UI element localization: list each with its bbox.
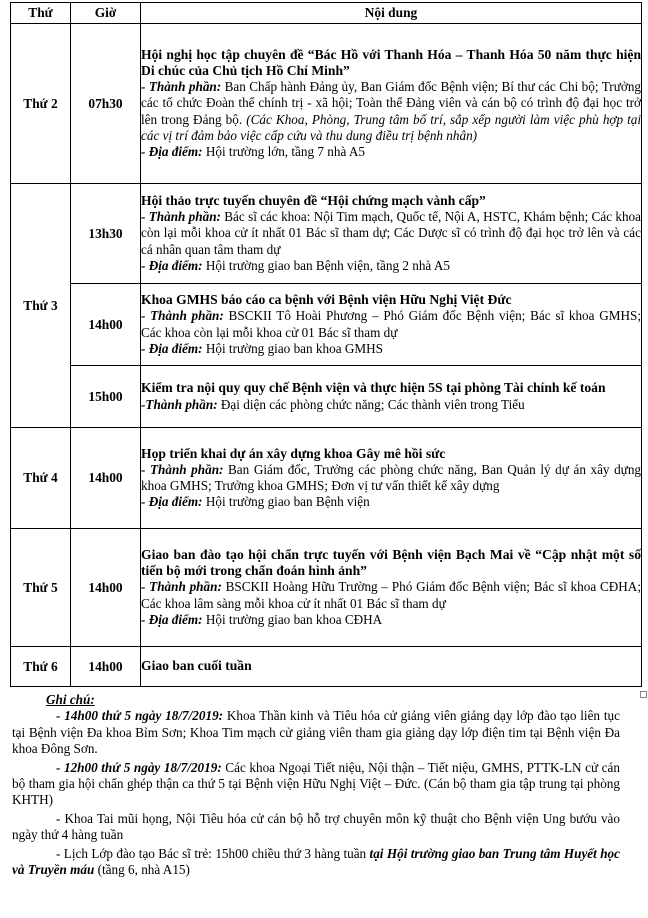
location-label: - Địa điểm: xyxy=(141,257,203,273)
time-cell: 14h00 xyxy=(71,284,141,366)
location-text: Hội trường giao ban khoa CĐHA xyxy=(205,611,383,627)
participants-text: BSCKII Hoàng Hữu Trường – Phó Giám đốc Bệnh viện; Bác sĩ khoa CĐHA; Các khoa lâm sàng mỗi khoa cử ít nhất 01 Bác sĩ tham dự xyxy=(141,579,641,611)
time-cell: 14h00 xyxy=(71,428,141,529)
event-title: Giao ban cuối tuần xyxy=(141,658,252,674)
participants-label: -Thành phần: xyxy=(141,396,218,412)
location-text: Hội trường giao ban Bệnh viện xyxy=(205,494,370,510)
content-cell xyxy=(141,529,642,647)
location-label: - Địa điểm: xyxy=(141,340,203,356)
participants-text: BSCKII Tô Hoài Phương – Phó Giám đốc Bệnh viện; Bác sĩ khoa GMHS; Các khoa còn lại mỗi khoa cử 01 Bác sĩ tham dự xyxy=(141,308,642,340)
note-item xyxy=(12,708,620,757)
table-row xyxy=(11,184,642,284)
note-lead: - 12h00 thứ 5 ngày 18/7/2019: xyxy=(56,759,222,775)
table-row xyxy=(11,366,642,428)
event-title: Hội nghị học tập chuyên đề “Bác Hồ với Thanh Hóa – Thanh Hóa 50 năm thực hiện Di chúc của Chủ tịch Hồ Chí Minh” xyxy=(141,46,641,78)
participants-text: Đại diện các phòng chức năng; Các thành viên trong Tiểu xyxy=(220,396,525,412)
location-label: - Địa điểm: xyxy=(141,144,203,159)
notes-section xyxy=(12,692,620,880)
participants-note: (Các Khoa, Phòng, Trung tâm bố trí, sắp xếp người làm việc phù hợp tại các vị trí đảm bảo việc cấp cứu và thu dung điều trị bệnh nhân) xyxy=(141,111,642,143)
content-cell xyxy=(141,184,642,284)
location-label: - Địa điểm: xyxy=(141,611,203,627)
event-title: Hội thảo trực tuyến chuyên đề “Hội chứng mạch vành cấp” xyxy=(141,192,486,208)
note-emphasis: tại Hội trường giao ban Trung tâm Huyết học và Truyền máu xyxy=(12,845,620,878)
table-resize-handle[interactable] xyxy=(640,691,647,698)
event-title: Giao ban đào tạo hội chẩn trực tuyến với Bệnh viện Bạch Mai về “Cập nhật một số tiến bộ mới trong chẩn đoán hình ảnh” xyxy=(141,546,641,579)
participants-text: Ban Giám đốc, Trưởng các phòng chức năng, Ban Quản lý dự án xây dựng khoa GMHS; Trưởng khoa GMHS; Đơn vị tư vấn thiết kế xây dựng xyxy=(141,461,642,493)
table-row xyxy=(11,24,642,184)
day-cell: Thứ 2 xyxy=(11,24,71,184)
content-cell xyxy=(141,647,642,687)
event-title: Kiểm tra nội quy quy chế Bệnh viện và thực hiện 5S tại phòng Tài chính kế toán xyxy=(141,380,606,396)
note-item xyxy=(12,846,620,879)
day-cell: Thứ 3 xyxy=(11,184,71,428)
day-cell: Thứ 4 xyxy=(11,428,71,529)
note-lead: - 14h00 thứ 5 ngày 18/7/2019: xyxy=(56,708,224,724)
content-cell xyxy=(141,24,642,184)
time-cell: 15h00 xyxy=(71,366,141,428)
table-row xyxy=(11,647,642,687)
event-title: Khoa GMHS báo cáo ca bệnh với Bệnh viện Hữu Nghị Việt Đức xyxy=(141,292,512,308)
day-cell: Thứ 6 xyxy=(11,647,71,687)
table-row xyxy=(11,284,642,366)
note-text: - Lịch Lớp đào tạo Bác sĩ trẻ: 15h00 chiều thứ 3 hàng tuần xyxy=(56,845,370,861)
header-content: Nội dung xyxy=(141,3,642,24)
location-text: Hội trường giao ban khoa GMHS xyxy=(205,340,383,356)
header-time: Giờ xyxy=(71,3,141,24)
note-item xyxy=(12,811,620,844)
header-day: Thứ xyxy=(11,3,71,24)
participants-label: - Thành phần: xyxy=(141,308,224,324)
schedule-table xyxy=(10,2,642,687)
day-cell: Thứ 5 xyxy=(11,529,71,647)
note-tail: (tầng 6, nhà A15) xyxy=(94,862,190,878)
location-text: Hội trường giao ban Bệnh viện, tầng 2 nhà A5 xyxy=(205,257,450,273)
participants-label: - Thành phần: xyxy=(141,579,222,595)
content-cell xyxy=(141,366,642,428)
note-text: Khoa Thần kinh và Tiêu hóa cử giảng viên giảng dạy lớp đào tạo liên tục tại Bệnh viện Đa khoa Bỉm Sơn; Khoa Tim mạch cử giảng viên tham gia giảng dạy lớp điện tim tại Bệnh viện Đa khoa Đông Sơn. xyxy=(12,708,620,757)
note-item xyxy=(12,760,620,809)
participants-text: Ban Chấp hành Đảng ủy, Ban Giám đốc Bệnh viện; Bí thư các Chi bộ; Trưởng các tổ chức Đoàn thể chính trị - xã hội; Toàn thể Đảng viên và cán bộ có trình độ đại học trở lên trong Đảng bộ. xyxy=(141,79,642,127)
note-text: - Khoa Tai mũi họng, Nội Tiêu hóa cử cán bộ hỗ trợ chuyên môn kỹ thuật cho Bệnh viện Ung bướu vào ngày thứ 4 hàng tuần xyxy=(12,810,620,843)
participants-label: - Thành phần: xyxy=(141,209,221,225)
location-text: Hội trường lớn, tầng 7 nhà A5 xyxy=(205,144,366,159)
table-row xyxy=(11,529,642,647)
time-cell: 07h30 xyxy=(71,24,141,184)
time-cell: 14h00 xyxy=(71,529,141,647)
time-cell: 13h30 xyxy=(71,184,141,284)
location-label: - Địa điểm: xyxy=(141,494,203,510)
note-text: Các khoa Ngoại Tiết niệu, Nội thận – Tiết niệu, GMHS, PTTK-LN cử cán bộ tham gia hội chẩn ghép thận ca thứ 5 tại Bệnh viện Hữu Nghị Việt – Đức. (Cán bộ tham gia tập trung tại phòng KHTH) xyxy=(12,759,620,808)
participants-label: - Thành phần: xyxy=(141,461,224,477)
notes-title: Ghi chú: xyxy=(46,692,95,707)
participants-label: - Thành phần: xyxy=(141,79,222,95)
event-title: Họp triển khai dự án xây dựng khoa Gây mê hồi sức xyxy=(141,445,446,461)
time-cell: 14h00 xyxy=(71,647,141,687)
content-cell xyxy=(141,284,642,366)
content-cell xyxy=(141,428,642,529)
table-header-row xyxy=(11,3,642,24)
table-row xyxy=(11,428,642,529)
participants-text: Bác sĩ các khoa: Nội Tim mạch, Quốc tế, Nội A, HSTC, Khám bệnh; Các khoa còn lại mỗi khoa cử ít nhất 01 Bác sĩ tham dự; Các Dược sĩ có trình độ đại học trở lên và các cá nhân quan tâm tham dự xyxy=(141,209,642,257)
